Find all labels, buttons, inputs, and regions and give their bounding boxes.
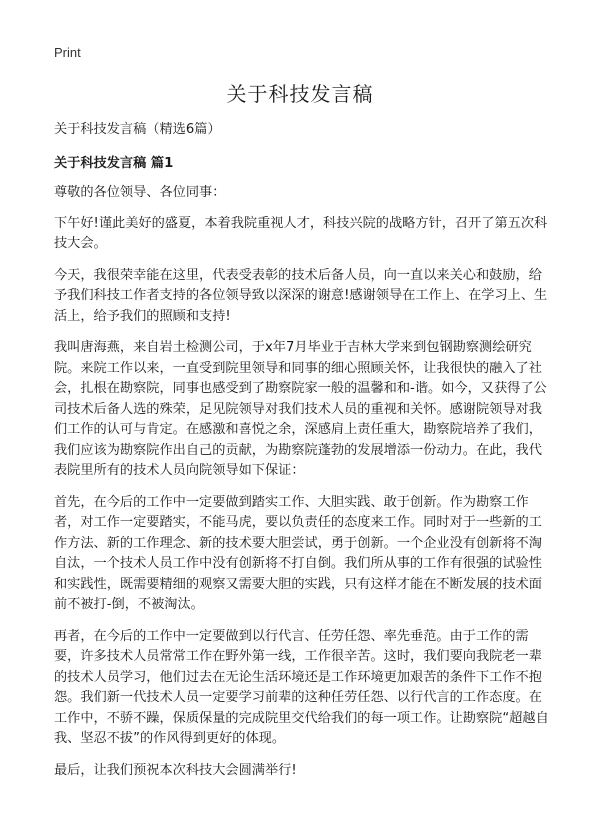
greeting-line: 尊敬的各位领导、各位同事： <box>54 185 226 200</box>
section-heading: 关于科技发言稿 篇1 <box>54 155 174 171</box>
document-title: 关于科技发言稿 <box>226 82 374 106</box>
paragraph: 再者，在今后的工作中一定要做到以行代言、任劳任怨、率先垂范。由于工作的需要，许多技术人员常常工作在野外第一线，工作很辛苦。这时，我们要向我院老一辈的技术人员学习，他们过去在无论生活环境还是工作环境更加艰苦的条件下工作不抱怨。我们新一代技术人员一定要学习前辈的这种任劳任怨、以行代言的工作态度。在工作中，不骄不躁，保质保量的完成院里交代给我们的每一项工作。让勘察院“超越自我、坚忍不拔”的作风得到更好的体现。 <box>54 628 549 746</box>
paragraph: 我叫唐海燕，来自岩土检测公司，于x年7月毕业于吉林大学来到包钢勘察测绘研究院。来院工作以来，一直受到院里领导和同事的细心照顾关怀，让我很快的融入了社会，扎根在勘察院，同事也感受到了勘察院家一般的温馨和和-谐。如今，又获得了公司技术后备人选的殊荣，足见院领导对我们技术人员的重视和关怀。感谢院领导对我们工作的认可与肯定。在感激和喜悦之余，深感肩上责任重大，勘察院培养了我们，我们应该为勘察院作出自己的贡献，为勘察院蓬勃的发展增添一份动力。在此，我代表院里所有的技术人员向院领导如下保证： <box>54 340 547 478</box>
paragraph: 最后，让我们预祝本次科技大会圆满举行! <box>54 762 297 778</box>
paragraph: 下午好!谨此美好的盛夏，本着我院重视人才，科技兴院的战略方针，召开了第五次科技大会。 <box>54 215 548 251</box>
print-label: Print <box>54 45 81 60</box>
document-subtitle: 关于科技发言稿（精选6篇） <box>54 122 221 137</box>
paragraph: 首先，在今后的工作中一定要做到踏实工作、大胆实践、敢于创新。作为勘察工作者，对工作一定要踏实，不能马虎，要以负责任的态度来工作。同时对于一些新的工作方法、新的工作理念、新的技术要大胆尝试，勇于创新。一个企业没有创新将不淘自汰，一个技术人员工作中没有创新将不打自倒。我们所从事的工作有很强的试验性和实践性，既需要精细的观察又需要大胆的实践，只有这样才能在不断发展的技术面前不被打-倒，不被淘汰。 <box>54 494 542 612</box>
paragraph: 今天，我很荣幸能在这里，代表受表彰的技术后备人员，向一直以来关心和鼓励，给予我们科技工作者支持的各位领导致以深深的谢意!感谢领导在工作上、在学习上、生活上，给予我们的照顾和支持! <box>54 267 548 324</box>
document-body <box>54 120 551 792</box>
